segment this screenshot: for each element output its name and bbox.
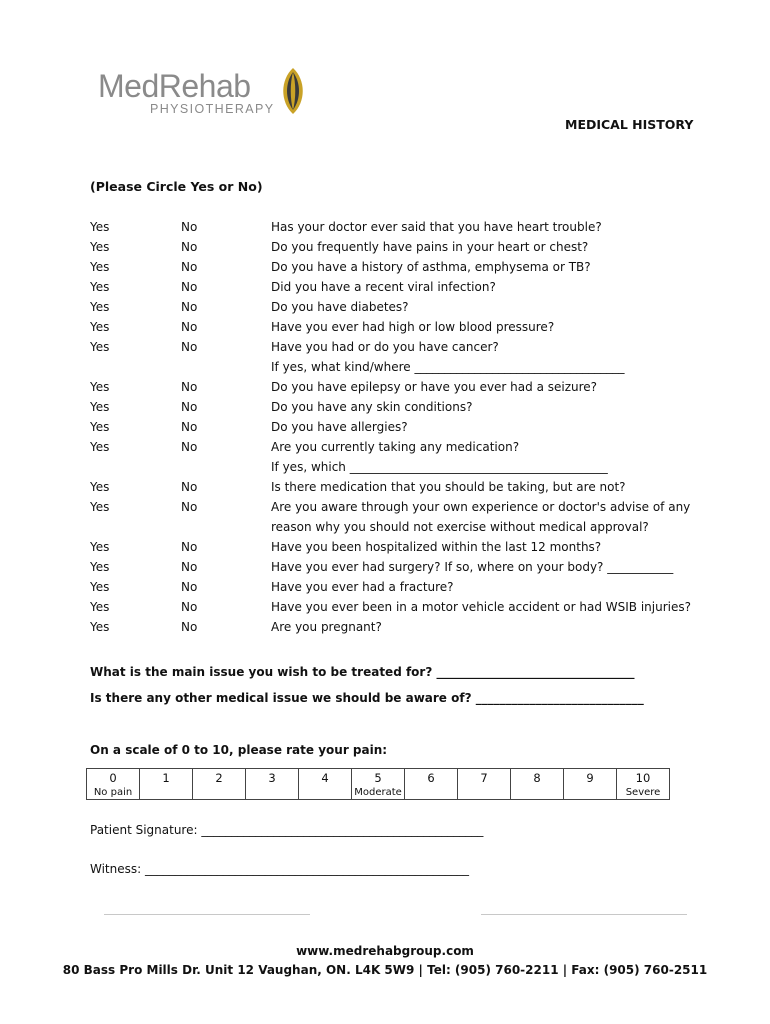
question-text: Did you have a recent viral infection? (271, 280, 496, 294)
pain-scale-number: 3 (268, 771, 276, 785)
yes-option[interactable]: Yes (90, 280, 110, 294)
pain-scale-number: 8 (533, 771, 541, 785)
question-text: Have you ever been in a motor vehicle accident or had WSIB injuries? (271, 600, 691, 614)
yes-option[interactable]: Yes (90, 560, 110, 574)
question-text: Do you frequently have pains in your heart or chest? (271, 240, 589, 254)
yes-option[interactable]: Yes (90, 380, 110, 394)
yes-option[interactable]: Yes (90, 300, 110, 314)
footer-divider-left (104, 914, 310, 915)
question-text: If yes, which ___________________________________________ (271, 460, 608, 474)
yes-option[interactable]: Yes (90, 340, 110, 354)
yes-option[interactable]: Yes (90, 420, 110, 434)
patient-signature-field[interactable]: Patient Signature: _______________________________________________ (90, 823, 484, 837)
yes-option[interactable]: Yes (90, 400, 110, 414)
no-option[interactable]: No (181, 260, 198, 274)
yes-option[interactable]: Yes (90, 540, 110, 554)
question-text: Have you ever had high or low blood pressure? (271, 320, 555, 334)
other-issue-field[interactable]: Is there any other medical issue we should be aware of? ____________________________ (90, 691, 644, 705)
no-option[interactable]: No (181, 300, 198, 314)
no-option[interactable]: No (181, 420, 198, 434)
no-option[interactable]: No (181, 600, 198, 614)
logo-wordmark: MedRehab (98, 68, 251, 104)
yes-option[interactable]: Yes (90, 240, 110, 254)
page-title: MEDICAL HISTORY (565, 117, 694, 132)
pain-scale-label: Moderate (354, 787, 402, 798)
witness-field[interactable]: Witness: ______________________________________________________ (90, 862, 469, 876)
yes-option[interactable]: Yes (90, 500, 110, 514)
pain-scale-cell[interactable] (458, 769, 511, 800)
question-text: Have you ever had surgery? If so, where on your body? ___________ (271, 560, 674, 574)
pain-scale-label: No pain (93, 787, 133, 798)
question-text: If yes, what kind/where ___________________________________ (271, 360, 625, 374)
pain-scale-number: 4 (321, 771, 329, 785)
question-text: Do you have any skin conditions? (271, 400, 473, 414)
question-text: Has your doctor ever said that you have heart trouble? (271, 220, 602, 234)
no-option[interactable]: No (181, 220, 198, 234)
yes-option[interactable]: Yes (90, 600, 110, 614)
no-option[interactable]: No (181, 500, 198, 514)
no-option[interactable]: No (181, 540, 198, 554)
question-text: reason why you should not exercise without medical approval? (271, 520, 649, 534)
question-text: Are you currently taking any medication? (271, 440, 520, 454)
yes-option[interactable]: Yes (90, 620, 110, 634)
no-option[interactable]: No (181, 440, 198, 454)
no-option[interactable]: No (181, 280, 198, 294)
pain-scale-number: 6 (427, 771, 435, 785)
question-text: Do you have epilepsy or have you ever had a seizure? (271, 380, 598, 394)
yes-option[interactable]: Yes (90, 440, 110, 454)
question-text: Have you been hospitalized within the last 12 months? (271, 540, 602, 554)
no-option[interactable]: No (181, 620, 198, 634)
pain-scale-table (86, 768, 670, 800)
pain-scale-cell[interactable] (246, 769, 299, 800)
yes-option[interactable]: Yes (90, 480, 110, 494)
pain-scale-number: 9 (586, 771, 594, 785)
question-text: Are you aware through your own experience or doctor's advise of any (271, 500, 691, 514)
pain-scale-number: 1 (162, 771, 170, 785)
pain-scale-number: 0 (109, 771, 117, 785)
pain-scale-cell[interactable] (405, 769, 458, 800)
question-text: Is there medication that you should be taking, but are not? (271, 480, 626, 494)
pain-scale-cell[interactable] (193, 769, 246, 800)
pain-scale-number: 2 (215, 771, 223, 785)
pain-scale-cell[interactable] (352, 769, 405, 800)
pain-scale-cell[interactable] (87, 769, 140, 800)
question-text: Have you had or do you have cancer? (271, 340, 499, 354)
pain-scale-number: 7 (480, 771, 488, 785)
question-text: Are you pregnant? (271, 620, 382, 634)
instruction-text: (Please Circle Yes or No) (90, 179, 263, 194)
pain-scale-cell[interactable] (511, 769, 564, 800)
leaf-logo-icon (276, 66, 310, 116)
logo-subtitle: PHYSIOTHERAPY (150, 102, 275, 116)
footer-website[interactable]: www.medrehabgroup.com (296, 944, 474, 958)
no-option[interactable]: No (181, 320, 198, 334)
no-option[interactable]: No (181, 400, 198, 414)
pain-scale-cell[interactable] (564, 769, 617, 800)
pain-scale-label: Severe (625, 787, 661, 798)
no-option[interactable]: No (181, 480, 198, 494)
pain-scale-prompt: On a scale of 0 to 10, please rate your pain: (90, 743, 388, 757)
company-logo (98, 66, 318, 124)
yes-option[interactable]: Yes (90, 260, 110, 274)
pain-scale-number: 10 (635, 771, 651, 785)
question-text: Do you have diabetes? (271, 300, 409, 314)
question-text: Do you have a history of asthma, emphysema or TB? (271, 260, 591, 274)
no-option[interactable]: No (181, 380, 198, 394)
pain-scale-cell[interactable] (299, 769, 352, 800)
no-option[interactable]: No (181, 340, 198, 354)
question-text: Do you have allergies? (271, 420, 408, 434)
no-option[interactable]: No (181, 580, 198, 594)
pain-scale-cell[interactable] (140, 769, 193, 800)
pain-scale-cell[interactable] (617, 769, 670, 800)
main-issue-field[interactable]: What is the main issue you wish to be treated for? _________________________________ (90, 665, 635, 679)
no-option[interactable]: No (181, 560, 198, 574)
pain-scale-number: 5 (374, 771, 382, 785)
footer-divider-right (481, 914, 687, 915)
footer-address: 80 Bass Pro Mills Dr. Unit 12 Vaughan, ON. L4K 5W9 | Tel: (905) 760-2211 | Fax: (905) 760-2511 (62, 963, 708, 977)
yes-option[interactable]: Yes (90, 580, 110, 594)
no-option[interactable]: No (181, 240, 198, 254)
question-text: Have you ever had a fracture? (271, 580, 454, 594)
yes-option[interactable]: Yes (90, 320, 110, 334)
yes-option[interactable]: Yes (90, 220, 110, 234)
